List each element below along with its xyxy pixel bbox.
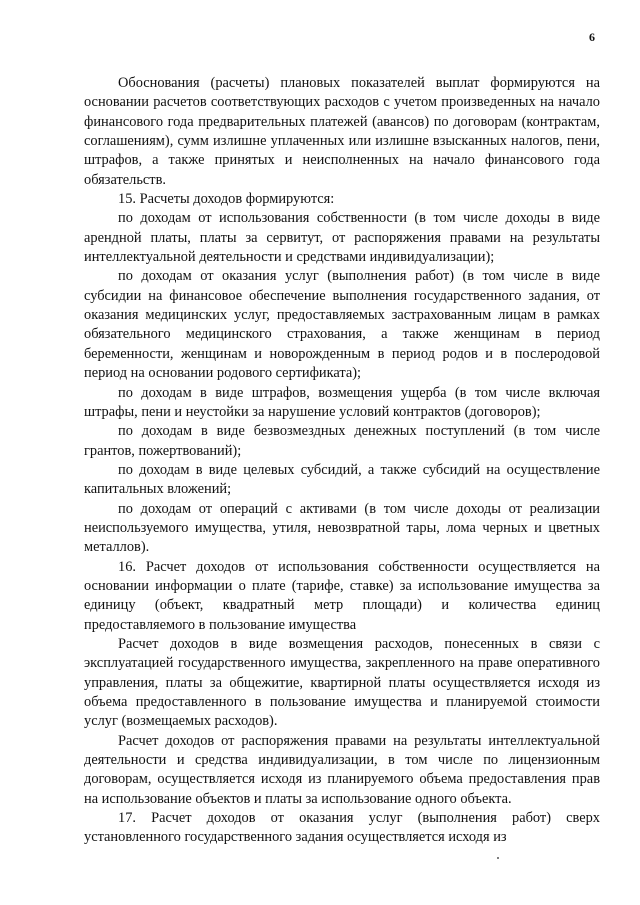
paragraph-section-16: 16. Расчет доходов от использования собственности осуществляется на основании информации о плате (тарифе, ставке) за использование имущества за единицу (объект, квадратный метр площади) и количества единиц предоставляемого в пользование имущества — [84, 558, 600, 633]
paragraph-expense-reimbursement: Расчет доходов в виде возмещения расходов, понесенных в связи с эксплуатацией государственного имущества, закрепленного на праве оперативного управления, платы за общежитие, квартирной платы осуществляется исходя из объема предоставленного в пользование имущества и планируемой стоимости услуг (возмещаемых расходов). — [84, 635, 600, 730]
scan-speck — [497, 857, 499, 859]
paragraph-section-17: 17. Расчет доходов от оказания услуг (выполнения работ) сверх установленного государственного задания осуществляется исходя из — [84, 810, 600, 846]
paragraph-intellectual-property: Расчет доходов от распоряжения правами на результаты интеллектуальной деятельности и средства индивидуализации, в том числе по лицензионным договорам, осуществляется исходя из планируемого объема предоставления прав на использование объектов и платы за использование одного объекта. — [84, 732, 600, 807]
paragraph-income-gratuitous: по доходам в виде безвозмездных денежных поступлений (в том числе грантов, пожертвований); — [84, 423, 600, 459]
paragraph-income-property-use: по доходам от использования собственности (в том числе доходы в виде арендной платы, платы за сервитут, от распоряжения правами на результаты интеллектуальной деятельности и средствами индивидуализации); — [84, 210, 600, 266]
paragraph-income-services: по доходам от оказания услуг (выполнения работ) (в том числе в виде субсидии на финансовое обеспечение выполнения государственного задания, от оказания медицинских услуг, предоставляемых застрахованным лицам в рамках обязательного медицинского страхования, а также женщинам в период беременности, женщинам и новорожденным в период родов и в послеродовой период на основании родового сертификата); — [84, 268, 600, 382]
paragraph-income-target-subsidies: по доходам в виде целевых субсидий, а также субсидий на осуществление капитальных вложений; — [84, 461, 600, 498]
paragraph-justification-of-payments: Обоснования (расчеты) плановых показателей выплат формируются на основании расчетов соответствующих расходов с учетом произведенных на начало финансового года предварительных платежей (авансов) по договорам (контрактам, соглашениям), сумм излишне уплаченных или излишне взысканных налогов, пени, штрафов, а также принятых и неисполненных на начало финансового года обязательств. — [84, 75, 600, 188]
paragraph-income-asset-operations: по доходам от операций с активами (в том числе доходы от реализации неиспользуемого имущества, утиля, невозвратной тары, лома черных и цветных металлов). — [84, 500, 600, 556]
page-number: 6 — [589, 30, 595, 44]
paragraph-income-fines: по доходам в виде штрафов, возмещения ущерба (в том числе включая штрафы, пени и неустойки за нарушение условий контрактов (договоров); — [84, 384, 600, 420]
paragraph-section-15-heading: 15. Расчеты доходов формируются: — [118, 191, 335, 208]
document-body — [84, 74, 600, 848]
